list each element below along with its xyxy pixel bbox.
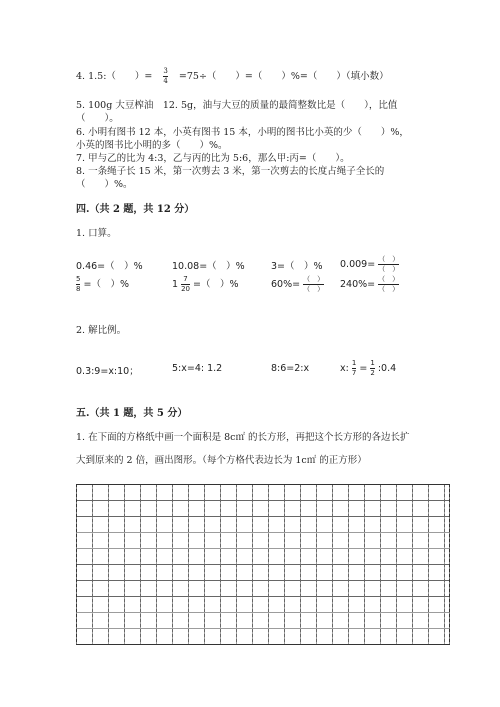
q4-fraction bbox=[163, 68, 167, 85]
calc-f-frac bbox=[181, 276, 190, 293]
calc-d-frac bbox=[378, 256, 399, 273]
calc-f-whole: 1 bbox=[172, 279, 179, 290]
calc-f-den: 20 bbox=[181, 285, 190, 293]
calc-d bbox=[340, 256, 399, 273]
calc-f bbox=[172, 276, 239, 293]
section-5-line2: 大到原来的 2 倍，画出图形。（每个方格代表边长为 1c㎡ 的正方形） bbox=[76, 455, 367, 466]
q8-line2: （ ）%。 bbox=[76, 179, 133, 190]
calc-b: 10.08=（ ）% bbox=[172, 261, 245, 272]
calc-e-num: 5 bbox=[76, 275, 81, 283]
q5-line2: （ ）。 bbox=[76, 113, 119, 124]
q6-line1: 6. 小明有图书 12 本，小英有图书 15 本，小明的图书比小英的少（ ）%， bbox=[76, 127, 409, 138]
calc-g-text: 60%= bbox=[271, 279, 301, 290]
prop-d-mid: = bbox=[359, 363, 368, 374]
calc-g bbox=[271, 276, 324, 293]
grid-paper[interactable] bbox=[76, 484, 450, 645]
prop-d-pre: x: bbox=[340, 363, 349, 374]
calc-h-text: 240%= bbox=[340, 279, 376, 290]
section-5-line1: 1. 在下面的方格纸中画一个面积是 8c㎡ 的长方形，再把这个长方形的各边长扩 bbox=[76, 432, 410, 443]
prop-d-frac2 bbox=[370, 360, 374, 377]
calc-c: 3=（ ）% bbox=[271, 261, 323, 272]
prop-c: 8:6=2:x bbox=[271, 363, 310, 374]
section-4-sub2: 2. 解比例。 bbox=[76, 325, 127, 336]
q4-prefix: 4. 1.5:（ ）= bbox=[76, 71, 153, 82]
calc-d-blank-bottom: （ ） bbox=[378, 265, 400, 273]
calc-h-frac bbox=[378, 276, 399, 293]
section-4-title: 四.（共 2 题，共 12 分） bbox=[76, 204, 195, 215]
calc-f-tail: =（ ）% bbox=[193, 279, 239, 290]
calc-d-blank-top: （ ） bbox=[378, 255, 400, 263]
prop-d-d2: 2 bbox=[370, 369, 375, 377]
q4-frac-den: 4 bbox=[163, 77, 168, 85]
prop-d-n1: 1 bbox=[351, 359, 357, 367]
calc-a: 0.46=（ ）% bbox=[76, 261, 143, 272]
prop-d-frac1 bbox=[352, 360, 356, 377]
calc-e-tail: =（ ）% bbox=[83, 279, 129, 290]
calc-g-blank-bottom: （ ） bbox=[303, 285, 325, 293]
calc-h-blank-top: （ ） bbox=[378, 275, 400, 283]
prop-d-n2: 1 bbox=[370, 359, 375, 367]
calc-e bbox=[76, 276, 129, 293]
calc-d-text: 0.009= bbox=[340, 259, 376, 270]
calc-e-frac bbox=[76, 276, 80, 293]
q5-line1: 5. 100g 大豆榨油 12. 5g，油与大豆的质量的最简整数比是（ ），比值 bbox=[76, 100, 398, 111]
q8-line1: 8. 一条绳子长 15 米，第一次剪去 3 米，第一次剪去的长度占绳子全长的 bbox=[76, 166, 385, 177]
calc-f-num: 7 bbox=[183, 275, 188, 283]
prop-d-tail: :0.4 bbox=[377, 363, 397, 374]
prop-a: 0.3:9=x:10； bbox=[76, 366, 139, 377]
section-4-sub1: 1. 口算。 bbox=[76, 228, 117, 239]
section-5-title: 五.（共 1 题，共 5 分） bbox=[76, 408, 188, 419]
calc-e-den: 8 bbox=[76, 285, 81, 293]
calc-g-blank-top: （ ） bbox=[303, 275, 325, 283]
calc-h-blank-bottom: （ ） bbox=[378, 285, 400, 293]
prop-d bbox=[340, 360, 396, 377]
q4-frac-num: 3 bbox=[163, 67, 168, 75]
question-7: 7. 甲与乙的比为 4:3，乙与丙的比为 5:6，那么甲:丙=（ ）。 bbox=[76, 153, 350, 164]
calc-g-frac bbox=[303, 276, 324, 293]
calc-h bbox=[340, 276, 399, 293]
question-4 bbox=[76, 68, 389, 85]
q6-line2: 小英的图书比小明的多（ ）%。 bbox=[76, 140, 228, 151]
q4-suffix: =75÷（ ）=（ ）%=（ ）（填小数） bbox=[178, 71, 389, 82]
prop-d-d1: 7 bbox=[351, 369, 357, 377]
prop-b: 5:x=4: 1.2 bbox=[172, 363, 223, 374]
